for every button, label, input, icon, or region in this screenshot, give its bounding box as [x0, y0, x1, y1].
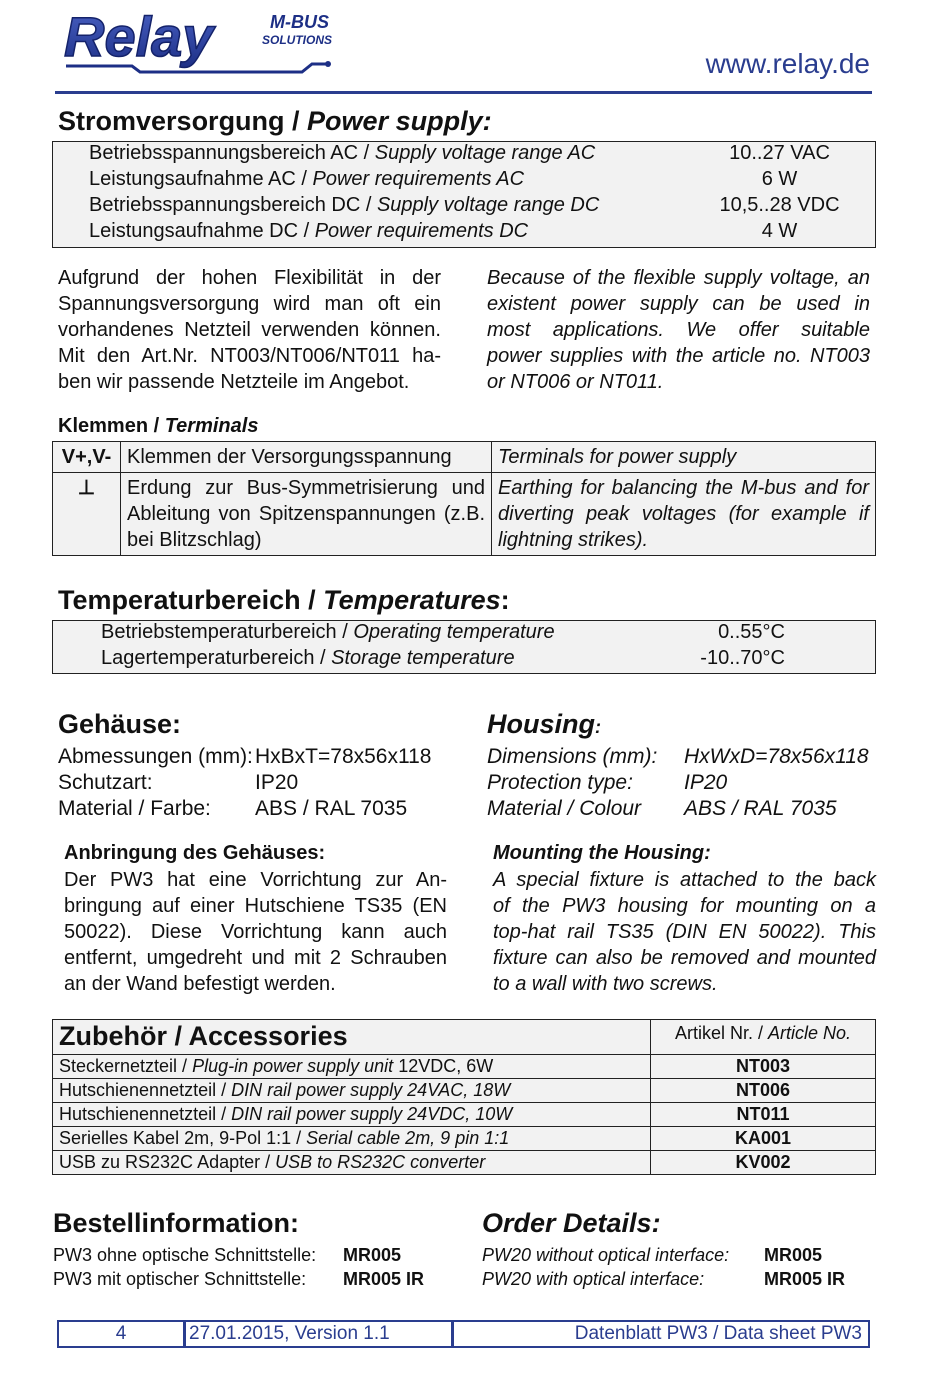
table-row	[53, 1055, 876, 1079]
terminals-heading: Klemmen / Terminals	[58, 415, 259, 437]
power-row-label: Betriebsspannungsbereich AC / Supply voltage range AC	[89, 142, 596, 164]
logo-sub1: M-BUS	[270, 12, 329, 32]
accessory-desc: USB zu RS232C Adapter / USB to RS232C converter	[53, 1151, 651, 1175]
housing-heading-de: Gehäuse:	[58, 709, 182, 739]
table-row	[53, 1103, 876, 1127]
power-supply-table	[52, 141, 876, 248]
order-row: PW3 ohne optische Schnittstelle: MR005	[53, 1245, 402, 1265]
page-number: 4	[115, 1323, 127, 1344]
table-row	[53, 1020, 876, 1055]
terminal-desc-en: Earthing for balancing the M-bus and for diverting peak voltages (for example if lightning strikes).	[492, 473, 876, 556]
spec-row: Protection type: IP20	[487, 771, 728, 794]
ground-icon: ⊥	[53, 473, 121, 556]
table-row	[53, 1151, 876, 1175]
power-row-label: Leistungsaufnahme AC / Power requirements AC	[89, 168, 525, 190]
order-heading-en: Order Details:	[482, 1208, 661, 1238]
mounting-heading-en: Mounting the Housing:	[493, 842, 711, 864]
power-supply-heading: Stromversorgung / Power supply:	[58, 106, 492, 136]
temperature-row-value: 0..55°C	[718, 621, 785, 643]
power-paragraph-de: Aufgrund der hohen Flexibilität in der Spannungsversorgung wird man oft ein vorhandenes Netzteil verwenden können. Mit den Art.Nr. NT003/NT006/NT011 ha- ben wir passende Netzteile im Angebot.	[58, 267, 441, 393]
spec-row: Material / Colour ABS / RAL 7035	[487, 797, 837, 820]
accessory-article: KV002	[651, 1151, 876, 1175]
spec-row: Schutzart: IP20	[58, 771, 299, 794]
power-row-value: 10,5..28 VDC	[719, 194, 840, 216]
mounting-paragraph-en: A special fixture is attached to the back of the PW3 housing for mounting on a top-hat rail TS35 (DIN EN 50022). This fixture can also be removed and mounted to a wall with two screws.	[493, 869, 876, 995]
terminal-symbol: V+,V-	[53, 442, 121, 473]
spec-row: Material / Farbe: ABS / RAL 7035	[58, 797, 408, 820]
accessory-article: NT011	[651, 1103, 876, 1127]
table-row	[53, 1079, 876, 1103]
housing-heading-en: Housing:	[487, 709, 601, 739]
temperature-heading: Temperaturbereich / Temperatures:	[58, 585, 510, 615]
housing-spec-de	[58, 744, 431, 822]
power-row-value: 6 W	[761, 168, 798, 190]
accessory-desc: Hutschienennetzteil / DIN rail power supply 24VAC, 18W	[53, 1079, 651, 1103]
mounting-paragraph-de: Der PW3 hat eine Vorrichtung zur An- bringung auf einer Hutschiene TS35 (EN 50022). Diese Vorrichtung kann auch entfernt, umgedreht und mit 2 Schrauben an der Wand befestigt werden.	[64, 869, 447, 995]
accessories-table	[52, 1019, 876, 1175]
footer-date-version: 27.01.2015, Version 1.1	[189, 1323, 390, 1344]
power-row-value: 10..27 VAC	[729, 142, 830, 164]
power-row-value: 4 W	[761, 220, 798, 242]
order-list-en	[482, 1243, 845, 1291]
header-divider	[55, 91, 872, 94]
footer-doc-title: Datenblatt PW3 / Data sheet PW3	[574, 1323, 862, 1344]
power-paragraph-en: Because of the flexible supply voltage, an existent power supply can be used in most applications. We offer suitable power supplies with the article no. NT003 or NT006 or NT011.	[487, 267, 870, 393]
accessory-desc: Hutschienennetzteil / DIN rail power supply 24VDC, 10W	[53, 1103, 651, 1127]
table-row	[53, 1127, 876, 1151]
order-row: PW20 with optical interface: MR005 IR	[482, 1269, 846, 1289]
order-row: PW20 without optical interface: MR005	[482, 1245, 823, 1265]
temperature-row-value: -10..70°C	[700, 647, 785, 669]
power-row-label: Betriebsspannungsbereich DC / Supply voltage range DC	[89, 194, 600, 216]
terminal-desc-de: Klemmen der Versorgungsspannung	[121, 442, 492, 473]
relay-logo	[62, 6, 334, 78]
logo-text: Relay	[64, 6, 214, 68]
mounting-heading-de: Anbringung des Gehäuses:	[64, 842, 326, 864]
website-link[interactable]: www.relay.de	[705, 48, 870, 79]
terminals-table	[52, 441, 876, 556]
housing-spec-en	[487, 744, 869, 822]
accessory-article: KA001	[651, 1127, 876, 1151]
table-row	[53, 473, 876, 556]
order-heading-de: Bestellinformation:	[53, 1208, 300, 1238]
logo-sub2: SOLUTIONS	[262, 33, 333, 47]
temperature-row-label: Lagertemperaturbereich / Storage temperature	[101, 647, 515, 669]
table-row	[53, 442, 876, 473]
article-no-header: Artikel Nr. / Article No.	[651, 1020, 876, 1055]
terminal-desc-de: Erdung zur Bus-Symmetrisierung und Ableitung von Spitzenspannungen (z.B. bei Blitzschlag)	[121, 473, 492, 556]
spec-row: Abmessungen (mm):HxBxT=78x56x118	[58, 745, 432, 768]
spec-row: Dimensions (mm): HxWxD=78x56x118	[487, 745, 869, 768]
temperature-row-label: Betriebstemperaturbereich / Operating temperature	[101, 621, 555, 643]
page-footer	[57, 1320, 870, 1348]
power-row-label: Leistungsaufnahme DC / Power requirements DC	[89, 220, 529, 242]
terminal-desc-en: Terminals for power supply	[492, 442, 876, 473]
accessory-desc: Serielles Kabel 2m, 9-Pol 1:1 / Serial cable 2m, 9 pin 1:1	[53, 1127, 651, 1151]
accessories-title: Zubehör / Accessories	[53, 1020, 651, 1055]
accessory-article: NT006	[651, 1079, 876, 1103]
order-list-de	[53, 1243, 424, 1291]
accessory-article: NT003	[651, 1055, 876, 1079]
order-row: PW3 mit optischer Schnittstelle: MR005 IR	[53, 1269, 425, 1289]
temperature-table	[52, 620, 876, 674]
accessory-desc: Steckernetzteil / Plug-in power supply unit 12VDC, 6W	[53, 1055, 651, 1079]
